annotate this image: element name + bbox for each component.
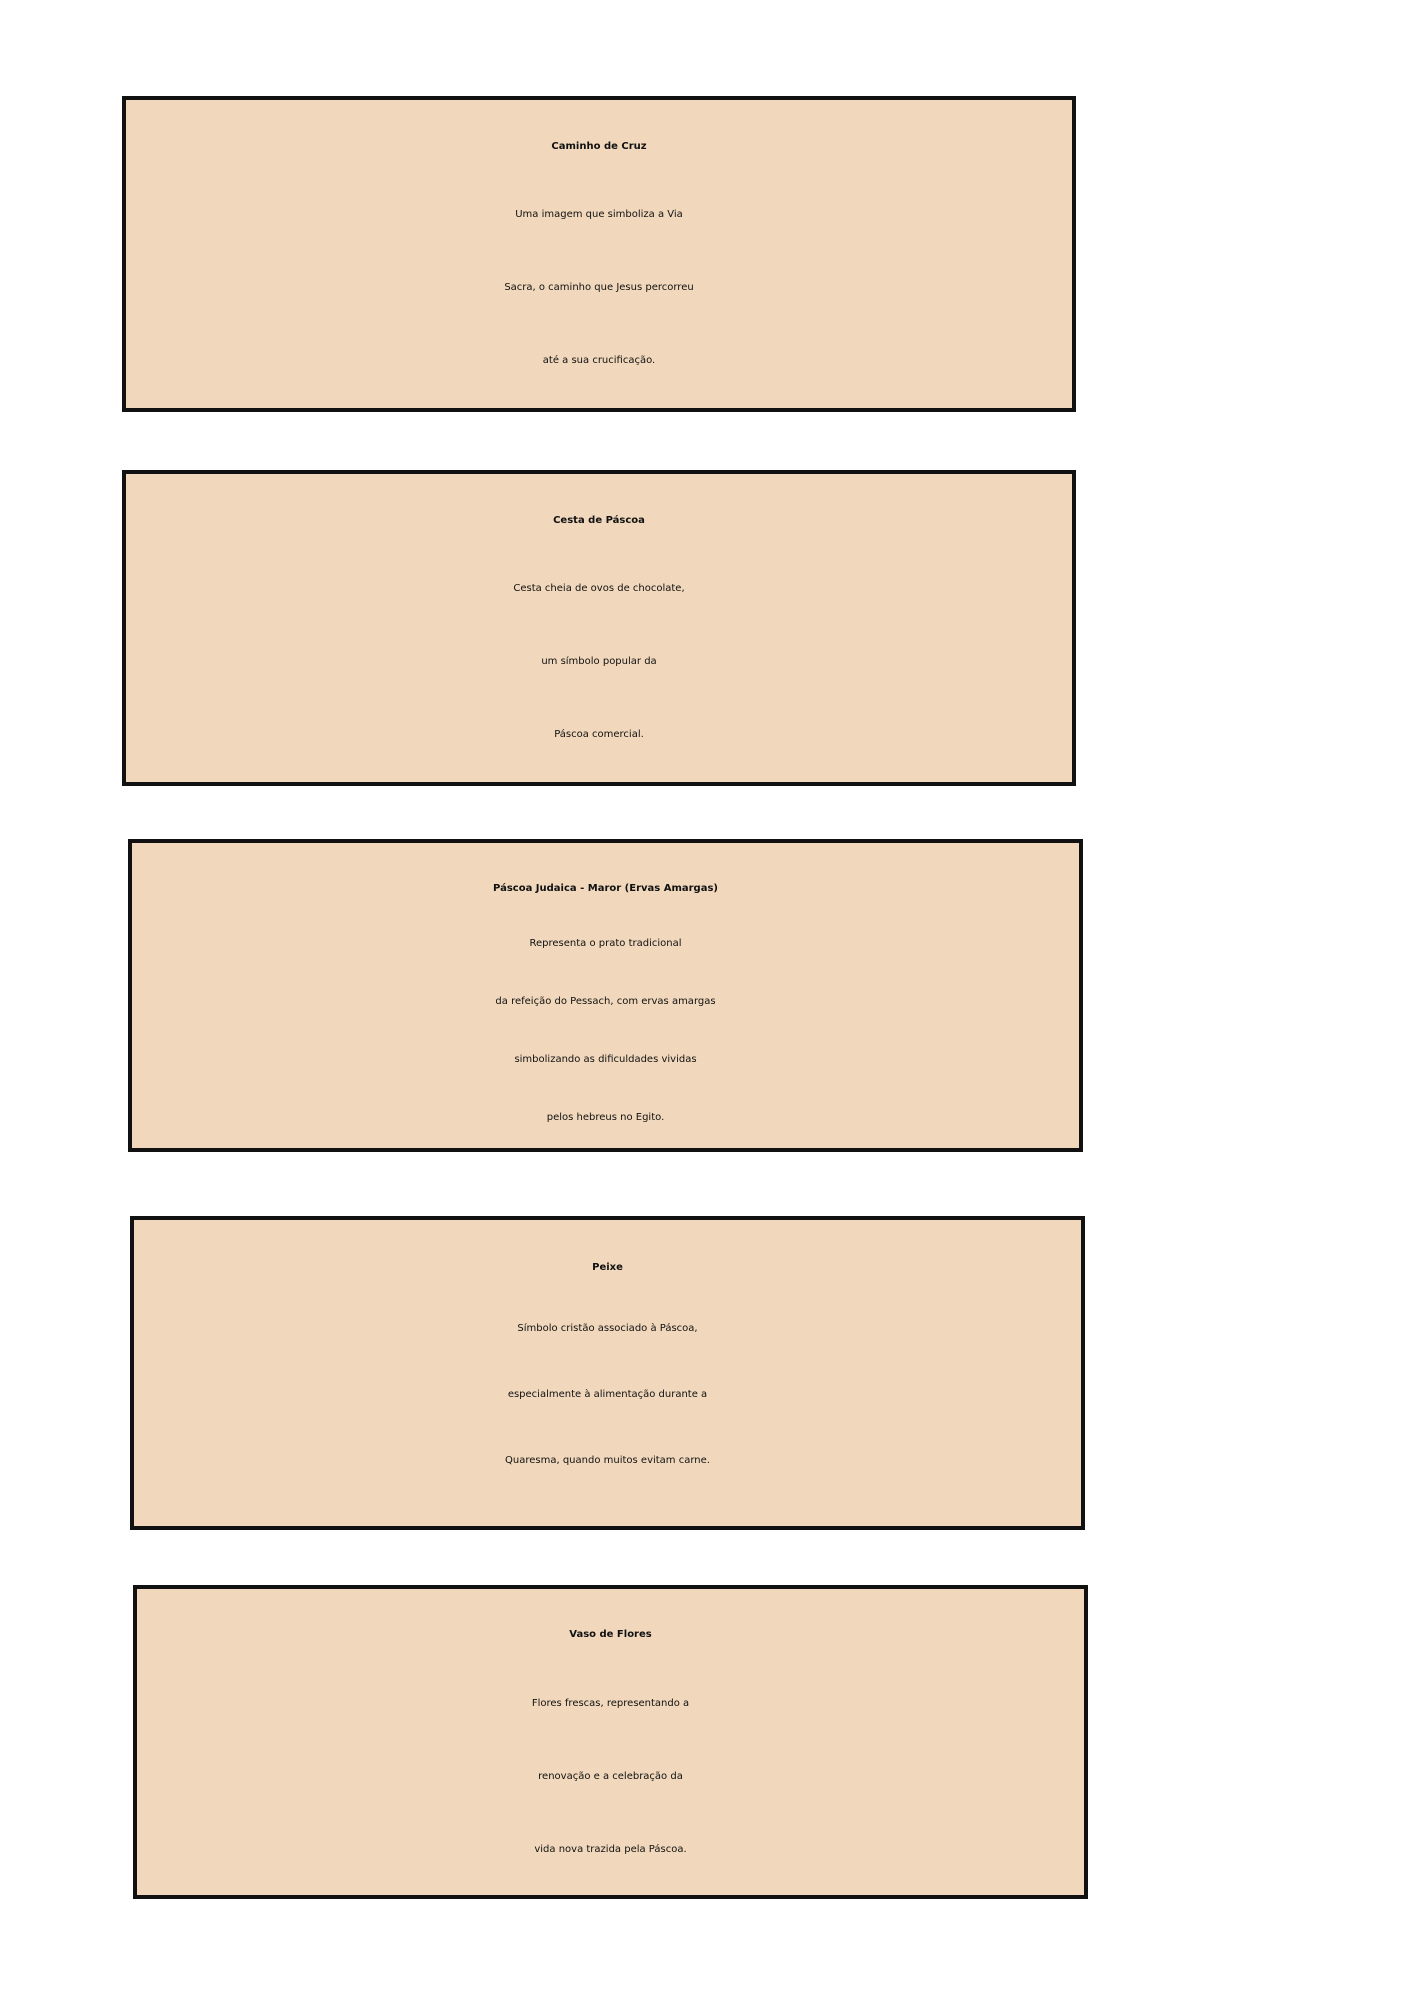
card-pascoa-judaica-maror [128, 839, 1083, 1152]
card-caminho-de-cruz [122, 96, 1076, 412]
card-title: Vaso de Flores [569, 1629, 652, 1640]
card-text-line: simbolizando as dificuldades vividas [514, 1054, 697, 1065]
card-text-line: um símbolo popular da [541, 656, 657, 667]
card-text-line: Uma imagem que simboliza a Via [515, 209, 683, 220]
card-text-line: vida nova trazida pela Páscoa. [534, 1844, 687, 1855]
card-text-line: Quaresma, quando muitos evitam carne. [505, 1455, 710, 1466]
card-text-line: até a sua crucificação. [542, 355, 656, 366]
card-title: Páscoa Judaica - Maror (Ervas Amargas) [493, 883, 718, 894]
card-text-line: pelos hebreus no Egito. [546, 1112, 665, 1123]
card-title: Caminho de Cruz [551, 141, 647, 152]
card-text-line: Sacra, o caminho que Jesus percorreu [504, 282, 694, 293]
card-vaso-de-flores [133, 1585, 1088, 1899]
card-title: Cesta de Páscoa [553, 515, 645, 526]
card-text-line: da refeição do Pessach, com ervas amargas [495, 996, 716, 1007]
card-cesta-de-pascoa [122, 470, 1076, 786]
card-text-line: renovação e a celebração da [538, 1771, 683, 1782]
card-text-line: Cesta cheia de ovos de chocolate, [513, 583, 685, 594]
card-text-line: especialmente à alimentação durante a [507, 1389, 708, 1400]
card-text-line: Flores frescas, representando a [531, 1698, 690, 1709]
card-text-line: Páscoa comercial. [554, 729, 644, 740]
card-title: Peixe [592, 1262, 623, 1273]
card-peixe [130, 1216, 1085, 1530]
card-text-line: Representa o prato tradicional [529, 938, 682, 949]
card-text-line: Símbolo cristão associado à Páscoa, [517, 1323, 698, 1334]
